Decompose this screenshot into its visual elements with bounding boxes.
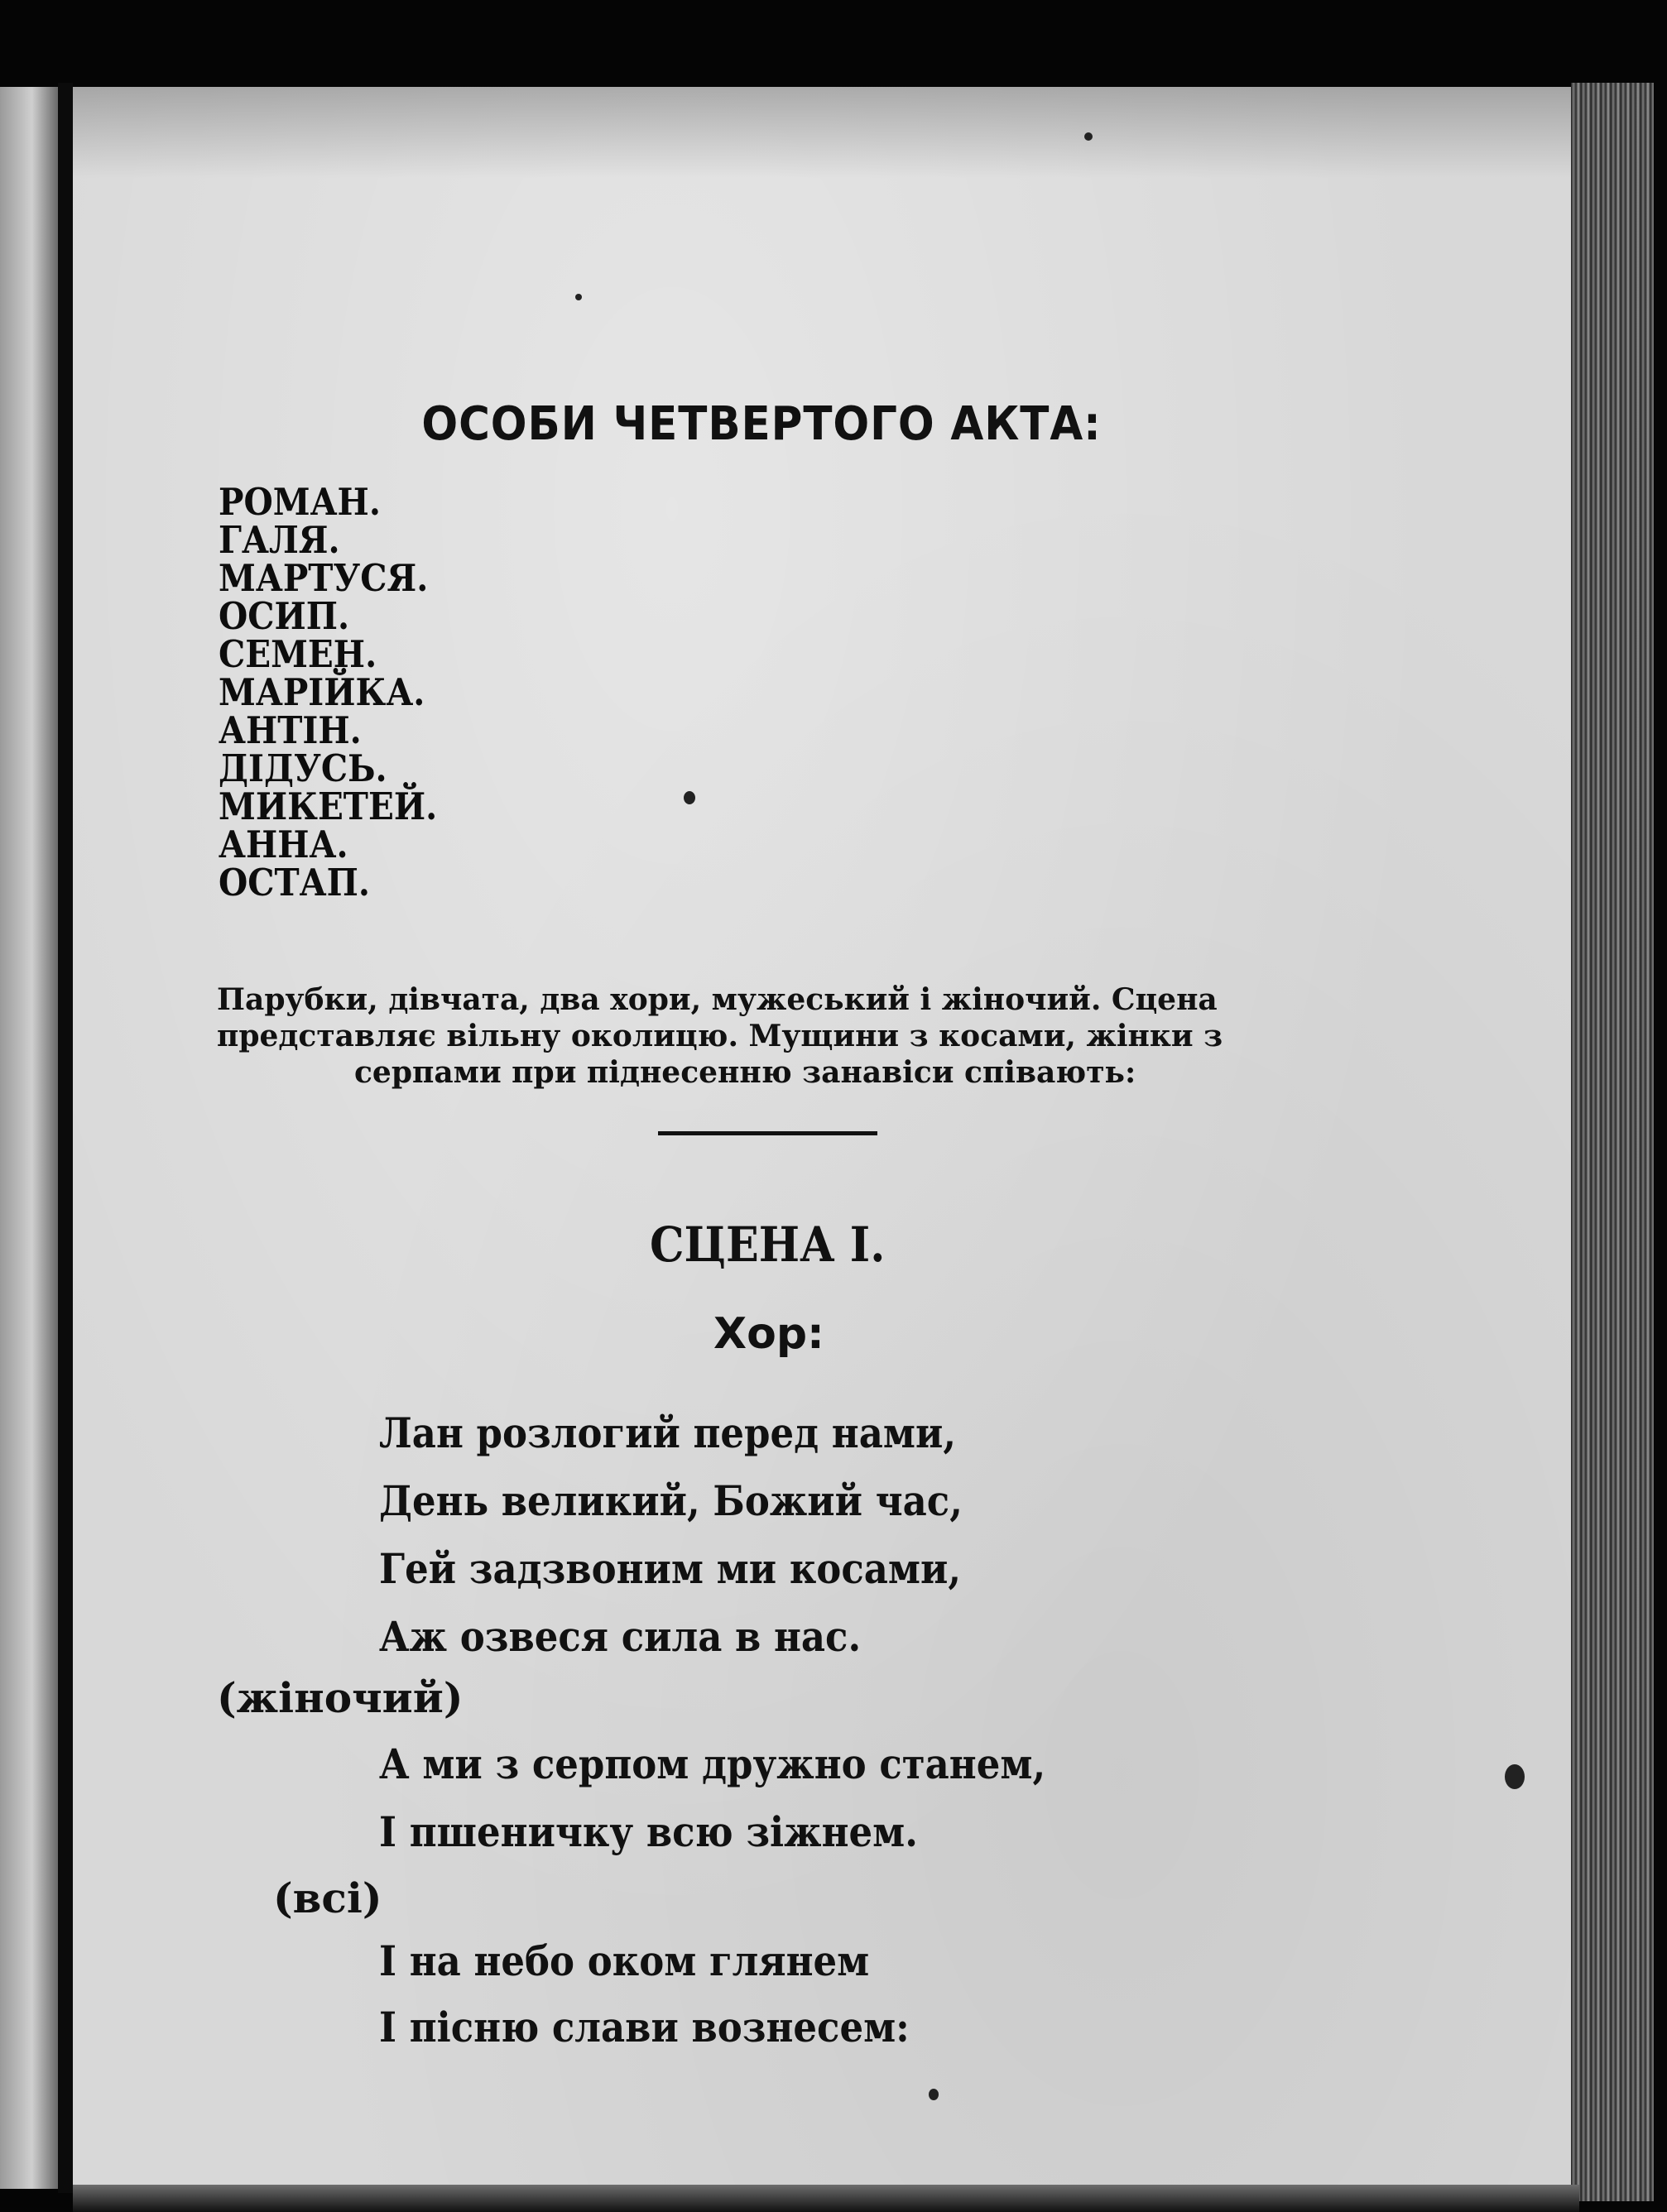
verse-line: Лан розлогий перед нами, [379, 1408, 957, 1457]
verse-line: А ми з серпом дружно станем, [379, 1739, 1046, 1788]
stage-direction-line: Парубки, дівчата, два хори, мужеський і жіночий. Сцена [217, 982, 1218, 1017]
section-divider [658, 1131, 877, 1135]
verse-line: День великий, Божий час, [379, 1476, 963, 1525]
cast-member: ОСТАП. [219, 861, 370, 904]
stage-direction-line: представляє вільну околицю. Мущини з косами, жінки з [217, 1019, 1223, 1053]
stage-direction-line: серпами при піднесенню занавіси співають: [354, 1055, 1136, 1090]
stage-direction [217, 981, 1334, 1091]
verse-line: І пшеничку всю зіжнем. [379, 1807, 918, 1856]
cast-member: СЕМЕН. [219, 632, 377, 676]
page-stack-edge [1571, 83, 1654, 2201]
cast-list [219, 480, 462, 904]
cast-heading: ОСОБИ ЧЕТВЕРТОГО АКТА: [421, 397, 1102, 451]
ink-speck [575, 294, 582, 300]
verse-line: Гей задзвоним ми косами, [379, 1544, 962, 1593]
chorus-label: Хор: [713, 1309, 824, 1359]
cast-member: АННА. [219, 823, 348, 866]
cast-member: АНТІН. [219, 708, 362, 752]
ink-speck [684, 791, 695, 804]
cast-member: РОМАН. [219, 480, 381, 524]
ink-speck [1084, 132, 1093, 141]
speaker-label: (всі) [273, 1874, 382, 1922]
ink-speck [929, 2089, 939, 2100]
cast-member: МИКЕТЕЙ. [219, 785, 438, 828]
scene-title: СЦЕНА I. [650, 1216, 886, 1273]
cast-member: ОСИП. [219, 594, 350, 638]
cast-member: МАРІЙКА. [219, 670, 425, 714]
ink-speck [1505, 1764, 1525, 1789]
verse-line: І на небо оком глянем [379, 1936, 870, 1985]
cast-member: МАРТУСЯ. [219, 556, 429, 600]
cast-member: ДІДУСЬ. [219, 746, 387, 790]
speaker-label: (жіночий) [217, 1673, 464, 1722]
page-shading [73, 87, 1571, 178]
page-bottom-edge [73, 2185, 1579, 2212]
binding-shadow [58, 83, 73, 2193]
verse-line: Аж озвеся сила в нас. [379, 1612, 862, 1661]
previous-page-edge [0, 87, 58, 2189]
verse-line: І пісню слави вознесем: [379, 2003, 910, 2051]
cast-member: ГАЛЯ. [219, 518, 340, 562]
